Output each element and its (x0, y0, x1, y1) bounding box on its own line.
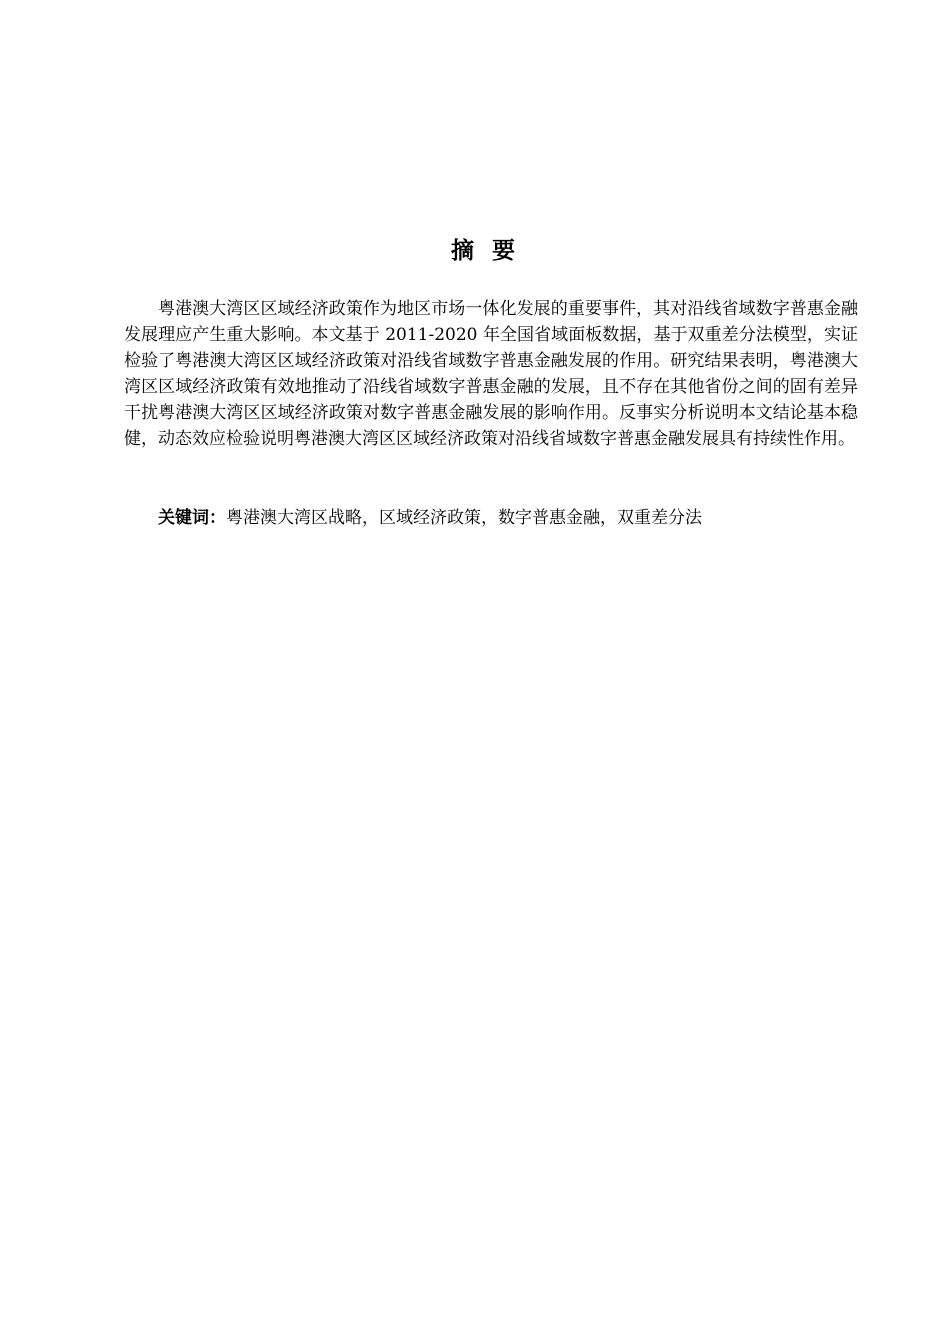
abstract-title: 摘要 (451, 238, 533, 264)
keywords-line (158, 505, 858, 531)
keywords-label: 关键词： (158, 508, 226, 528)
abstract-paragraph: 粤港澳大湾区区域经济政策作为地区市场一体化发展的重要事件，其对沿线省域数字普惠金融发展理应产生重大影响。本文基于 2011-2020 年全国省域面板数据，基于双重差分法模型，实证检验了粤港澳大湾区区域经济政策对沿线省域数字普惠金融发展的作用。研究结果表明，粤港澳大湾区区域经济政策有效地推动了沿线省域数字普惠金融的发展，且不存在其他省份之间的固有差异干扰粤港澳大湾区区域经济政策对数字普惠金融发展的影响作用。反事实分析说明本文结论基本稳健，动态效应检验说明粤港澳大湾区区域经济政策对沿线省域数字普惠金融发展具有持续性作用。 (124, 299, 858, 449)
keywords-text: 粤港澳大湾区战略，区域经济政策，数字普惠金融，双重差分法 (226, 508, 702, 528)
